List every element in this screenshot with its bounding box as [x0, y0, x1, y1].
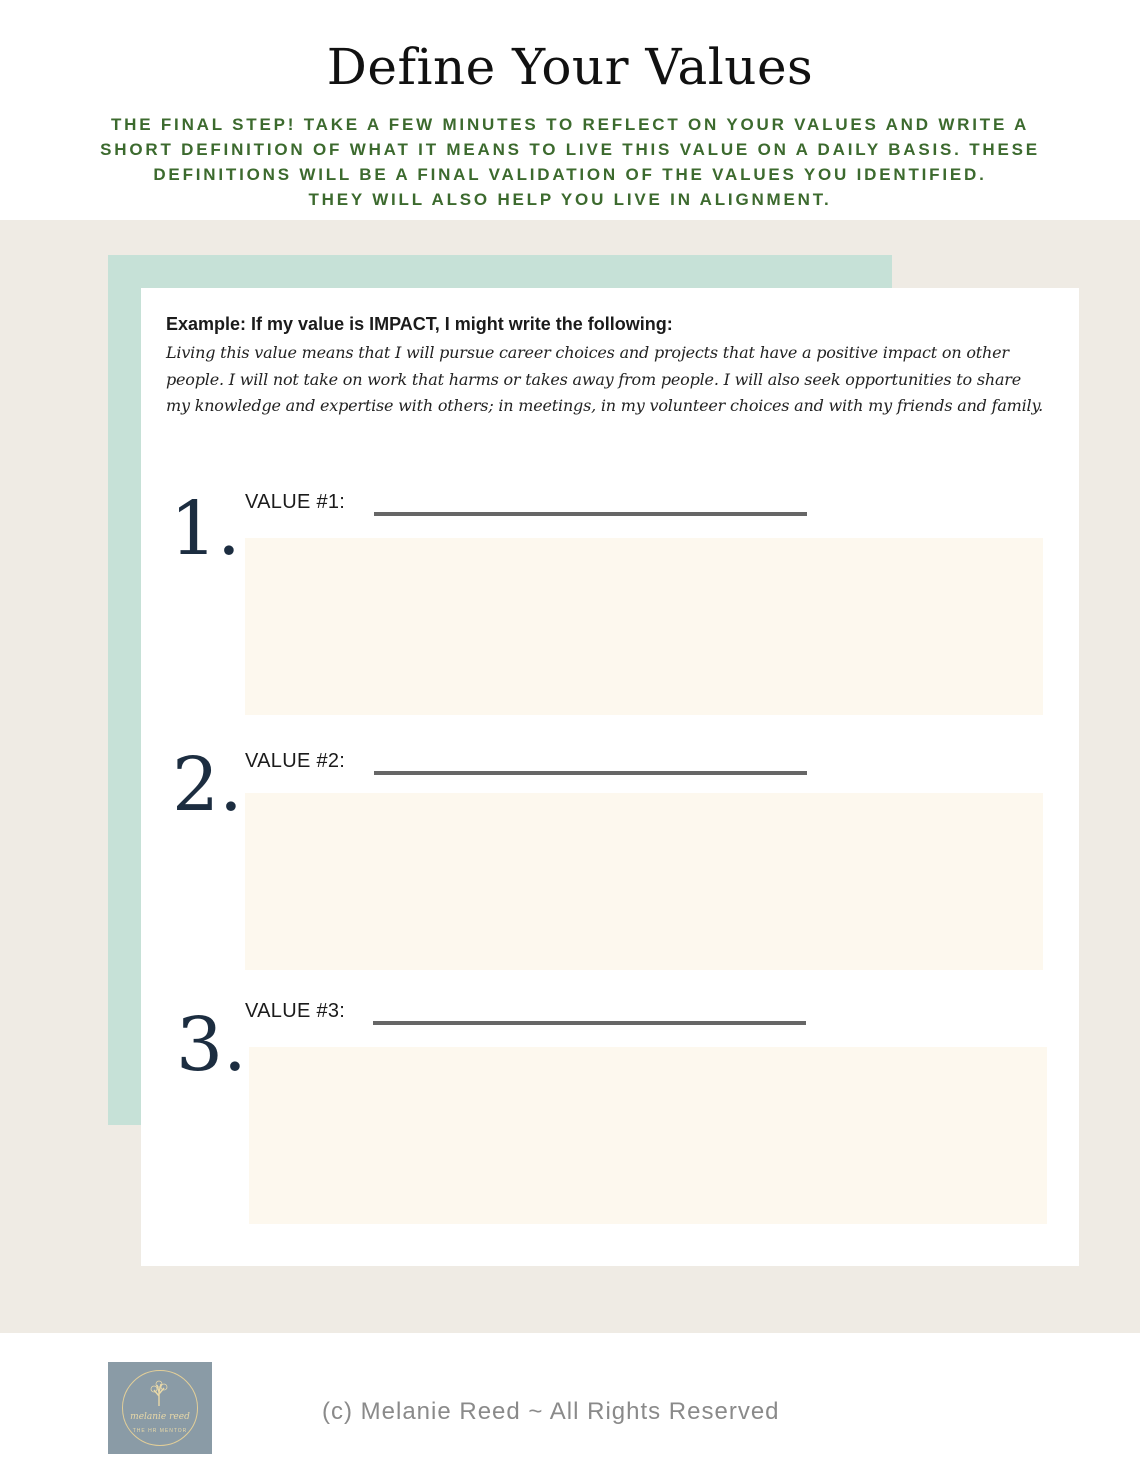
value-2-number: 2.: [172, 742, 243, 828]
instructions-line: THEY WILL ALSO HELP YOU LIVE IN ALIGNMENT.: [308, 190, 832, 209]
value-1-definition-box[interactable]: [245, 538, 1043, 715]
value-3-number: 3.: [176, 1002, 247, 1088]
instructions-line: SHORT DEFINITION OF WHAT IT MEANS TO LIVE THIS VALUE ON A DAILY BASIS. THESE: [100, 140, 1040, 159]
value-1-number: 1.: [170, 486, 241, 572]
value-1-name-line[interactable]: [374, 512, 807, 516]
value-3-name-line[interactable]: [373, 1021, 806, 1025]
logo-tagline: THE HR MENTOR: [132, 1428, 188, 1434]
value-2-label: VALUE #2:: [245, 750, 346, 772]
copyright-footer: (c) Melanie Reed ~ All Rights Reserved: [322, 1398, 780, 1425]
example-heading: Example: If my value is IMPACT, I might write the following:: [166, 314, 673, 334]
value-2-name-line[interactable]: [374, 771, 807, 775]
brand-logo: [108, 1362, 212, 1454]
logo-name: melanie reed: [130, 1412, 190, 1422]
value-1-label: VALUE #1:: [245, 491, 346, 513]
instructions: [60, 112, 1080, 212]
value-3-label: VALUE #3:: [245, 1000, 346, 1022]
page-title: Define Your Values: [326, 38, 814, 96]
example-text: Living this value means that I will pursue career choices and projects that have a positive impact on other people. I will not take on work that harms or takes away from people. I will also seek opportunities to share my knowledge and expertise with others; in meetings, in my volunteer choices and with my friends and family.: [166, 343, 1044, 415]
value-2-definition-box[interactable]: [245, 793, 1043, 970]
value-3-definition-box[interactable]: [249, 1047, 1047, 1224]
instructions-line: THE FINAL STEP! TAKE A FEW MINUTES TO REFLECT ON YOUR VALUES AND WRITE A: [110, 115, 1030, 134]
instructions-line: DEFINITIONS WILL BE A FINAL VALIDATION OF THE VALUES YOU IDENTIFIED.: [153, 165, 987, 184]
tree-icon: [144, 1378, 174, 1408]
